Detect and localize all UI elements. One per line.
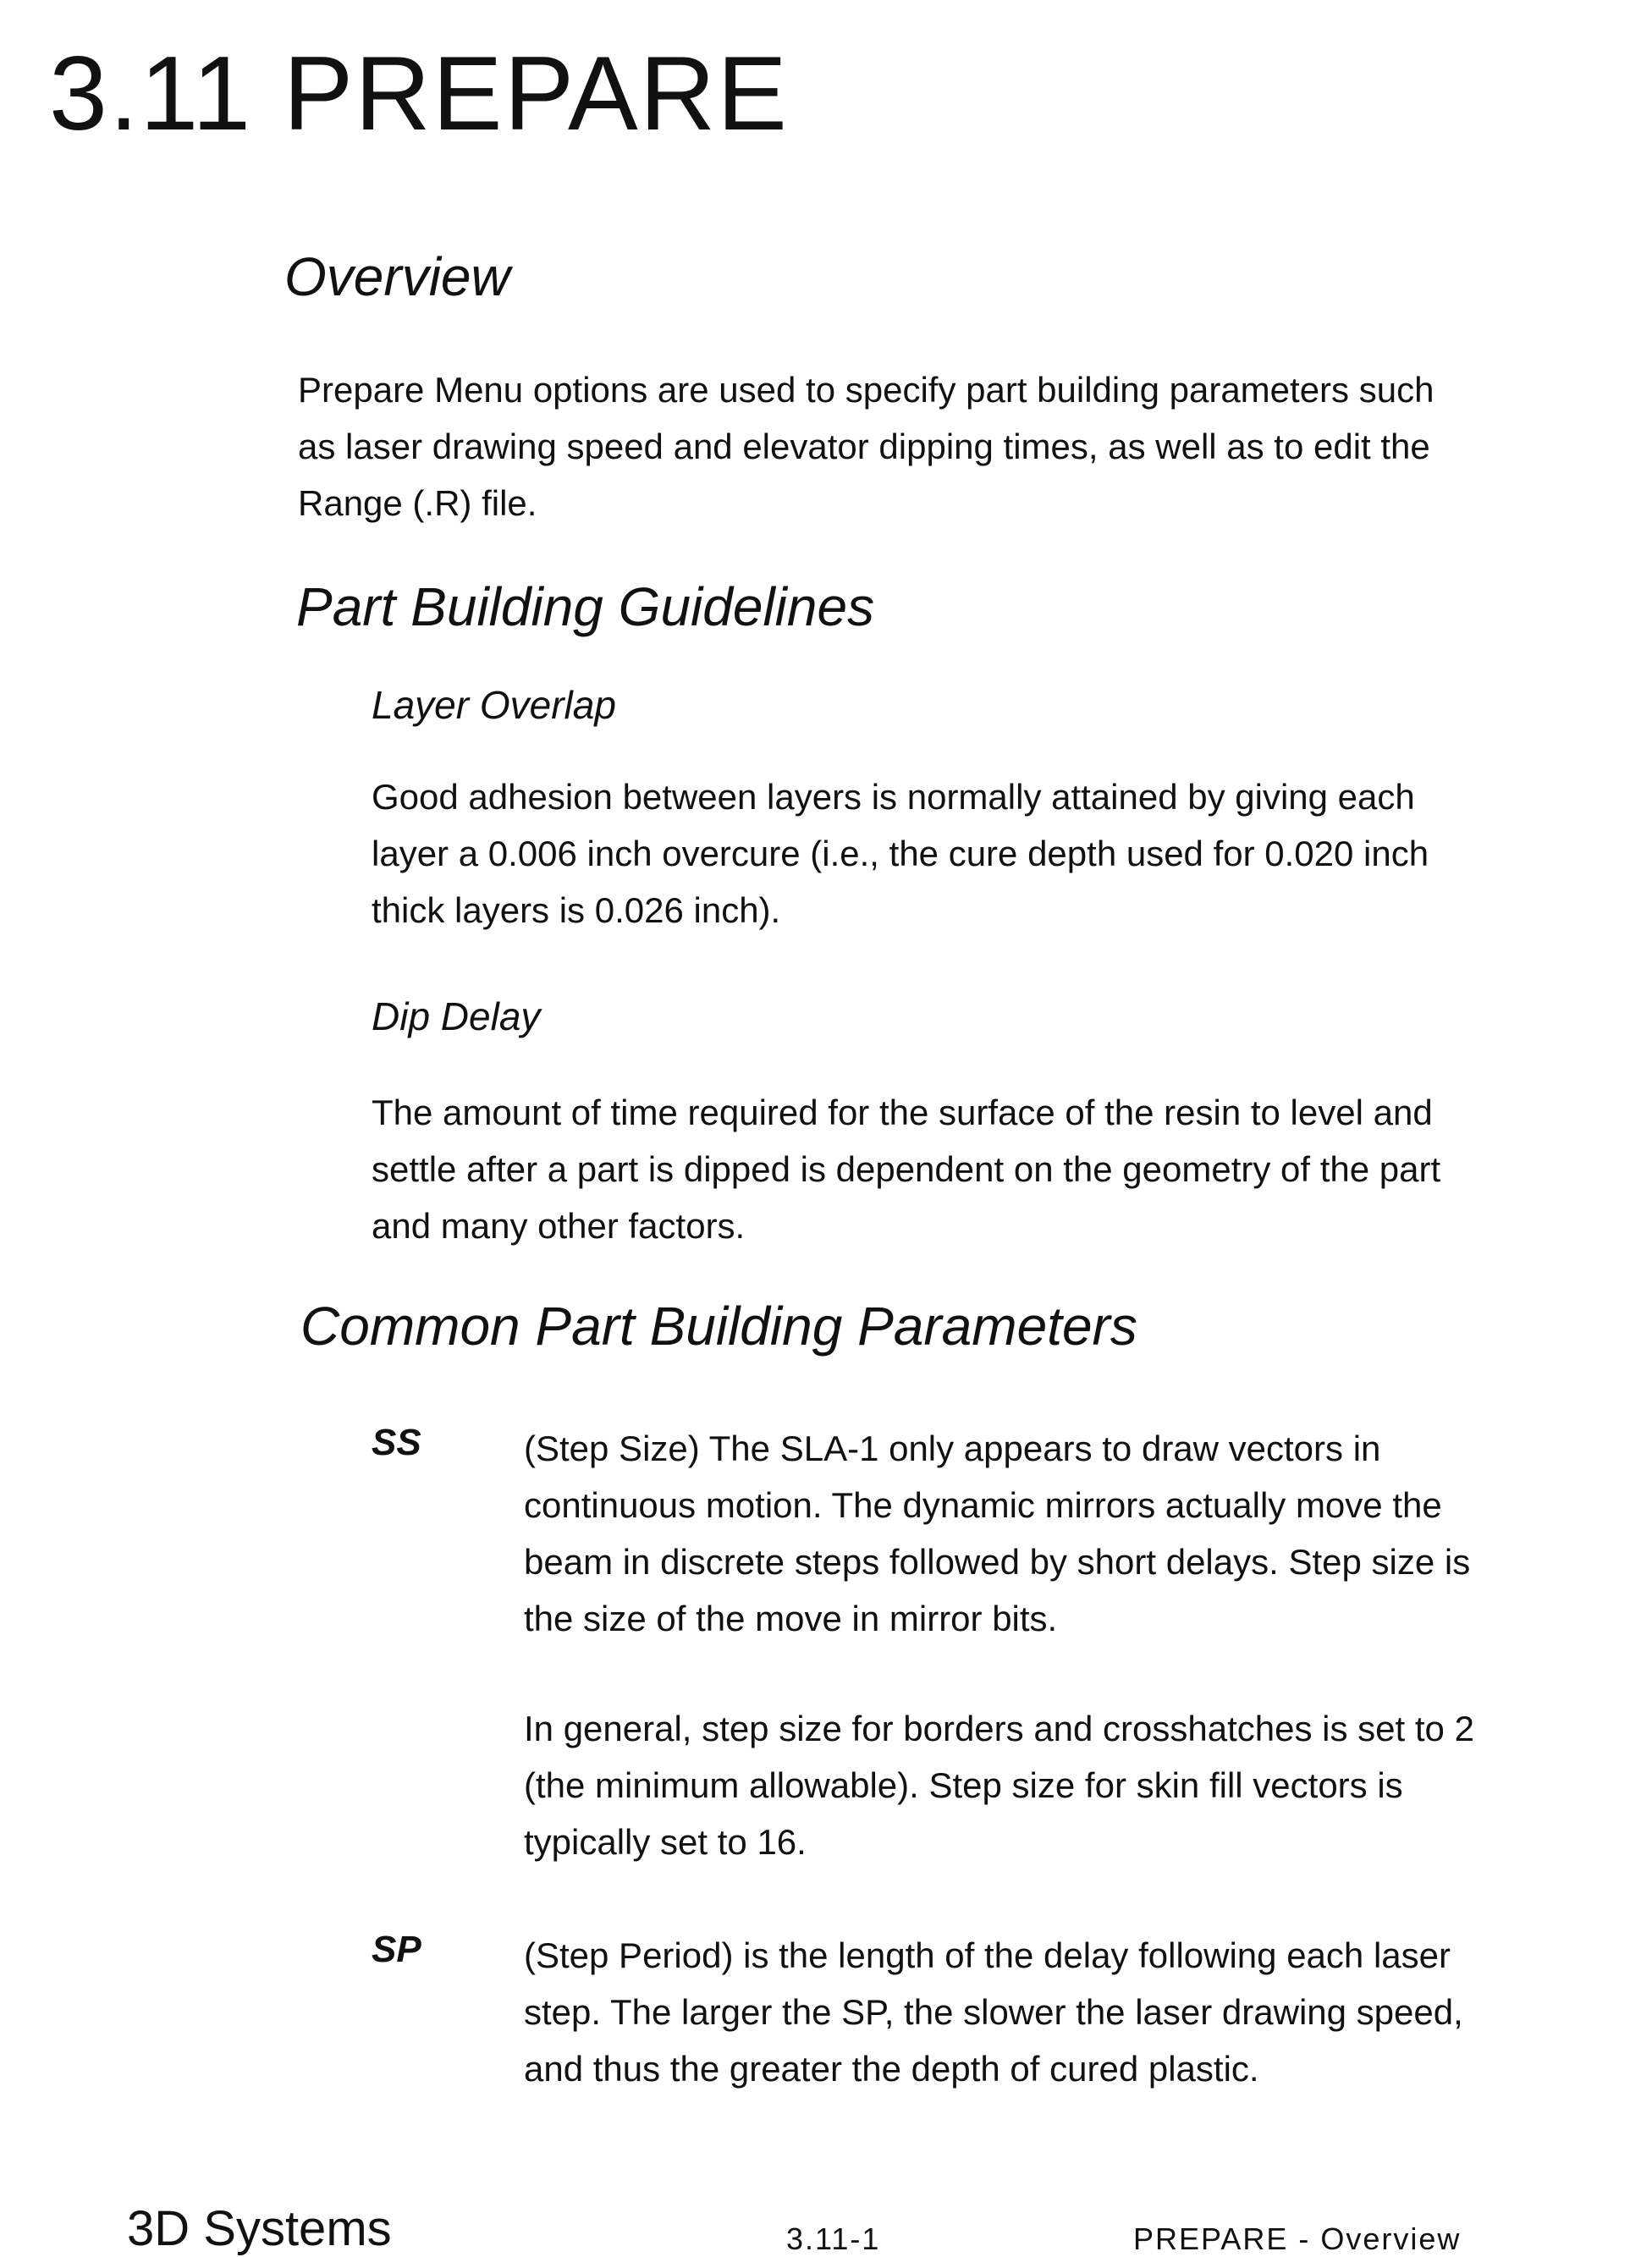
text-line: continuous motion. The dynamic mirrors actually move the <box>524 1477 1470 1533</box>
layer-overlap-paragraph <box>372 768 1429 939</box>
text-line: the size of the move in mirror bits. <box>524 1590 1470 1647</box>
ss-definition-continued <box>524 1700 1474 1870</box>
text-line: Good adhesion between layers is normally attained by giving each <box>372 768 1429 825</box>
text-line: (Step Size) The SLA-1 only appears to draw vectors in <box>524 1420 1470 1477</box>
text-line: step. The larger the SP, the slower the laser drawing speed, <box>524 1984 1463 2040</box>
text-line: In general, step size for borders and crosshatches is set to 2 <box>524 1700 1474 1757</box>
ss-term: SS <box>372 1422 421 1464</box>
parameters-heading: Common Part Building Parameters <box>300 1295 1137 1357</box>
text-line: typically set to 16. <box>524 1814 1474 1870</box>
text-line: Range (.R) file. <box>298 475 1434 531</box>
overview-heading: Overview <box>284 245 510 308</box>
text-line: The amount of time required for the surface of the resin to level and <box>372 1084 1440 1141</box>
overview-paragraph <box>298 361 1434 531</box>
guidelines-heading: Part Building Guidelines <box>296 575 874 638</box>
text-line: and thus the greater the depth of cured plastic. <box>524 2040 1463 2097</box>
text-line: and many other factors. <box>372 1197 1440 1254</box>
text-line: settle after a part is dipped is dependent on the geometry of the part <box>372 1141 1440 1197</box>
page-title: 3.11 PREPARE <box>49 34 789 154</box>
footer-company: 3D Systems <box>127 2200 392 2257</box>
layer-overlap-heading: Layer Overlap <box>372 682 616 728</box>
footer-section: PREPARE - Overview <box>1133 2221 1461 2257</box>
text-line: layer a 0.006 inch overcure (i.e., the cure depth used for 0.020 inch <box>372 825 1429 882</box>
text-line: as laser drawing speed and elevator dipping times, as well as to edit the <box>298 418 1434 475</box>
text-line: beam in discrete steps followed by short delays. Step size is <box>524 1533 1470 1590</box>
text-line: (the minimum allowable). Step size for skin fill vectors is <box>524 1757 1474 1814</box>
sp-term: SP <box>372 1929 421 1971</box>
text-line: thick layers is 0.026 inch). <box>372 882 1429 939</box>
dip-delay-heading: Dip Delay <box>372 994 540 1039</box>
dip-delay-paragraph <box>372 1084 1440 1254</box>
text-line: Prepare Menu options are used to specify part building parameters such <box>298 361 1434 418</box>
ss-definition <box>524 1420 1470 1647</box>
sp-definition <box>524 1927 1463 2097</box>
footer-page-number: 3.11-1 <box>786 2221 880 2257</box>
text-line: (Step Period) is the length of the delay following each laser <box>524 1927 1463 1984</box>
